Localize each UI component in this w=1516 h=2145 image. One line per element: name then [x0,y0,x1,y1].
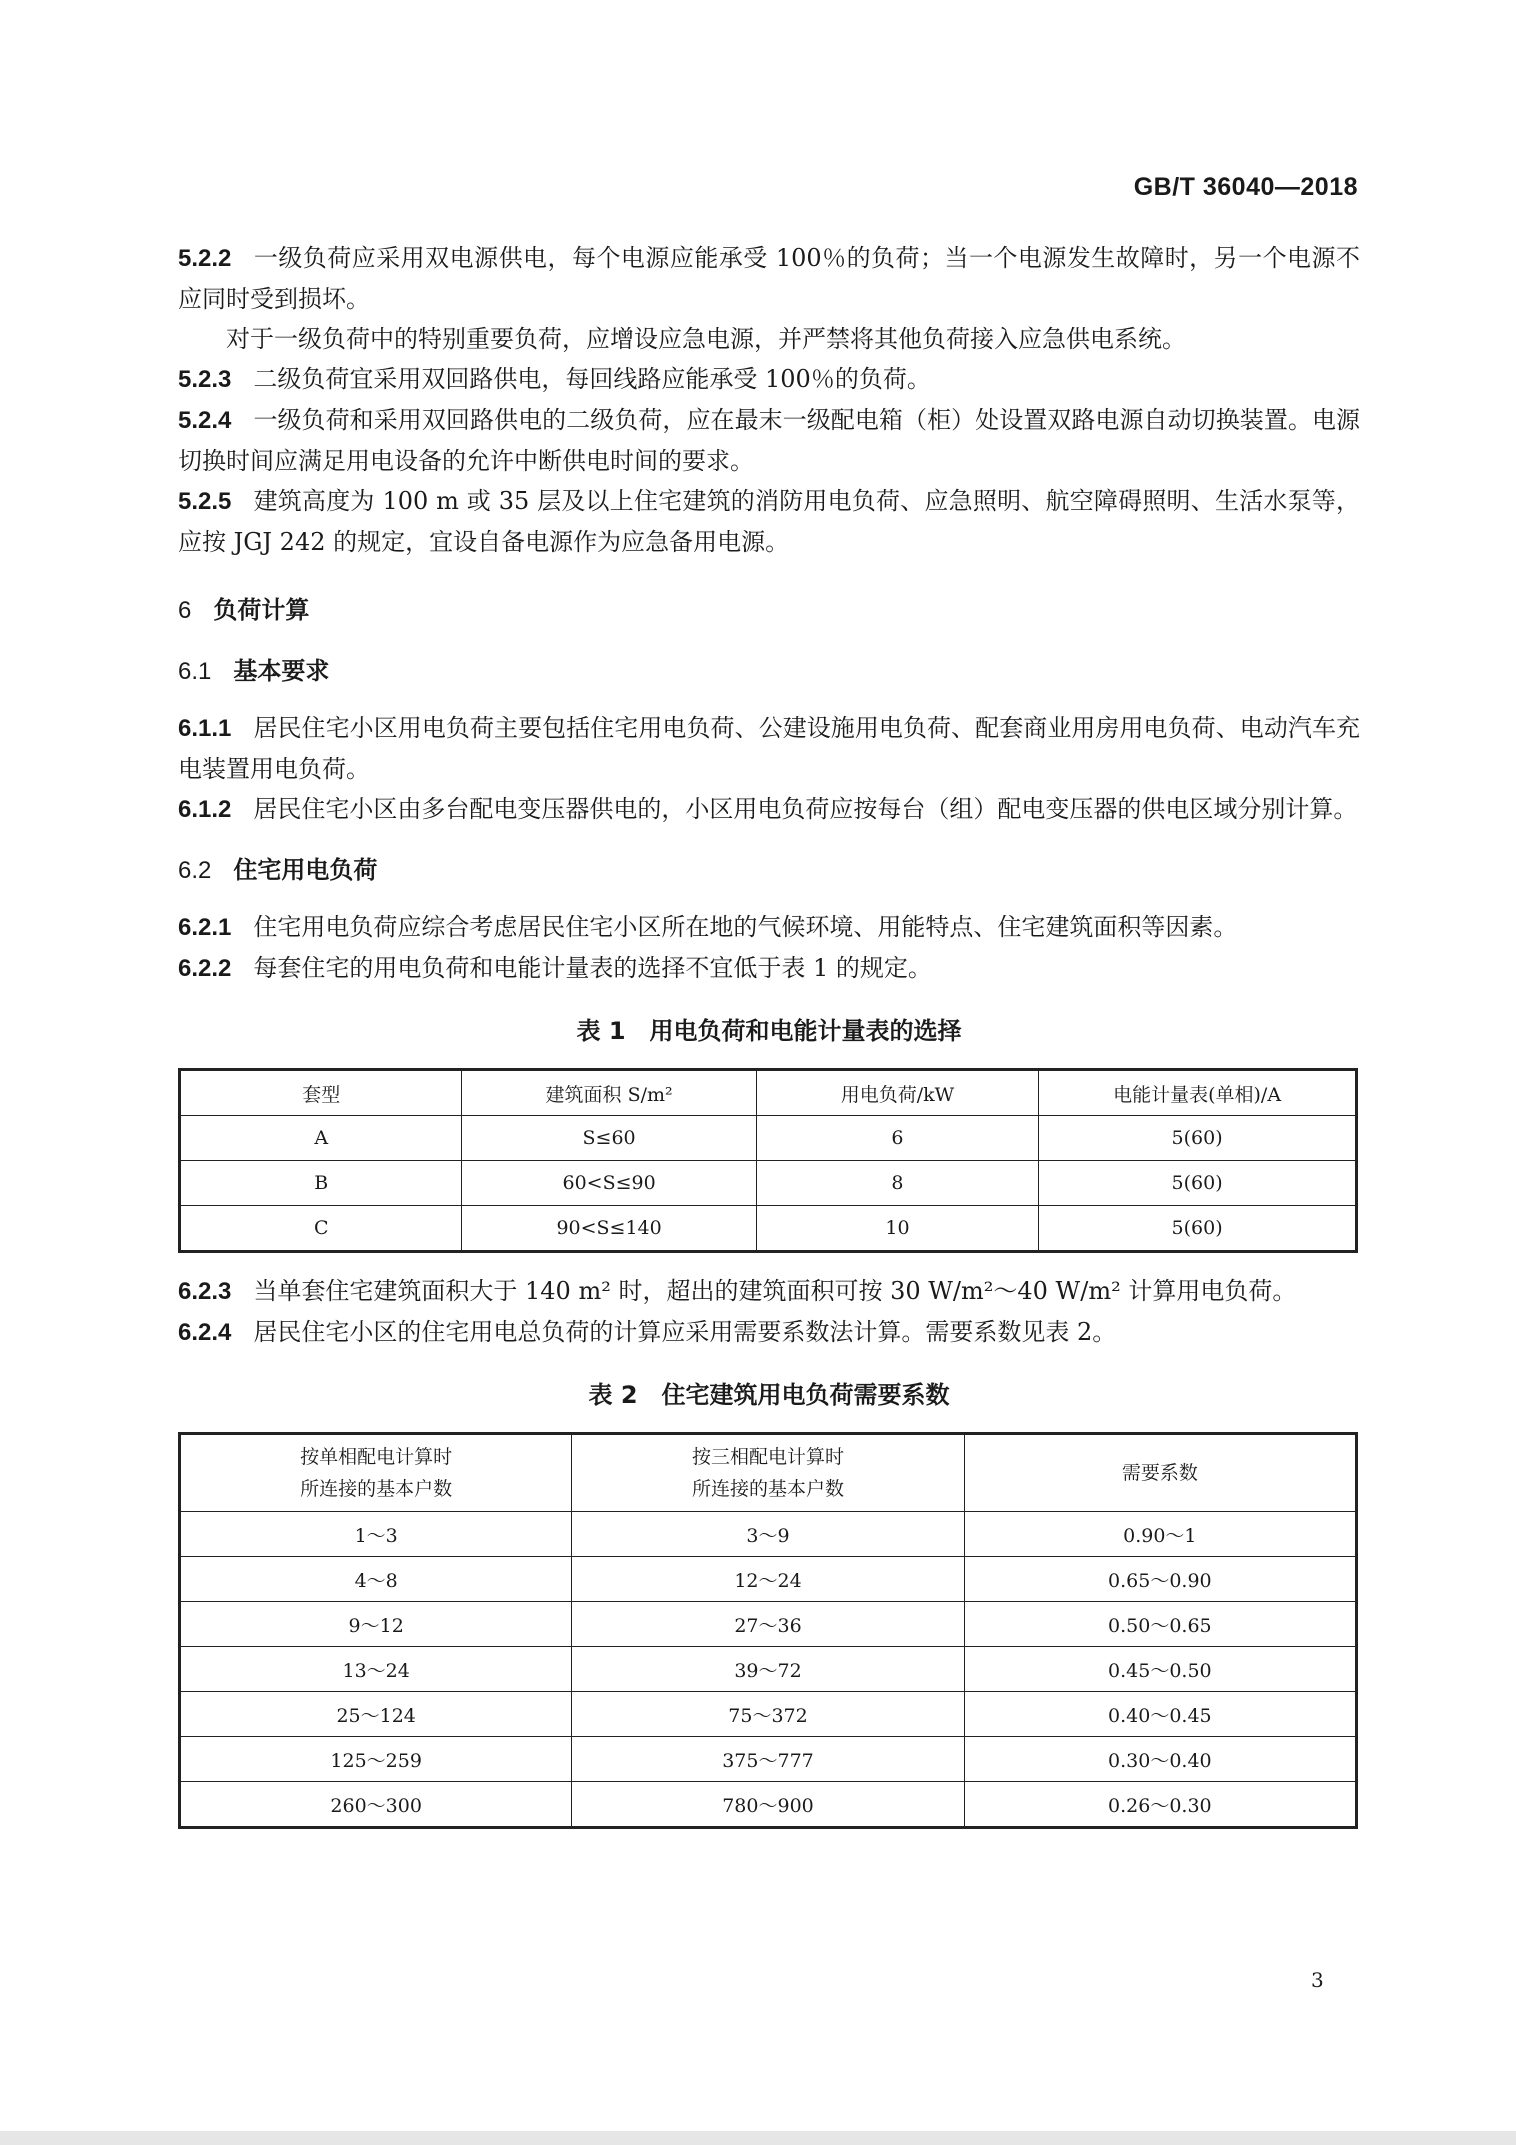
table-header-cell: 套型 [180,1070,462,1116]
table-cell: 0.65～0.90 [964,1557,1356,1602]
table-row [180,1602,1357,1647]
table-cell: 8 [756,1161,1038,1206]
section-heading-6-2 [178,850,1360,885]
table-cell: 10 [756,1206,1038,1252]
clause-text: 当单套住宅建筑面积大于 140 m² 时，超出的建筑面积可按 30 W/m²～40 W/m² 计算用电负荷。 [253,1277,1297,1305]
table-cell: 60<S≤90 [462,1161,756,1206]
table-cell: 90<S≤140 [462,1206,756,1252]
clause-number: 6.2.3 [178,1278,232,1305]
paragraph [178,400,1360,481]
paragraph [178,948,1360,989]
standard-code: GB/T 36040—2018 [1133,173,1358,201]
page-number: 3 [1311,1968,1324,1992]
section-number: 6.1 [178,658,212,685]
clause-number: 6.2.2 [178,955,232,982]
table-row [180,1116,1357,1161]
table-cell: 75～372 [572,1692,964,1737]
table-header-cell [572,1434,964,1512]
section-6-1-paragraphs [178,708,1360,830]
table-cell: 5(60) [1039,1116,1357,1161]
table-cell: 780～900 [572,1782,964,1828]
table-cell: 39～72 [572,1647,964,1692]
section-6-2-paragraphs [178,907,1360,989]
header-line: 需要系数 [1121,1462,1198,1484]
table-cell: 0.90～1 [964,1512,1356,1557]
table-cell: 0.26～0.30 [964,1782,1356,1828]
clause-text: 住宅用电负荷应综合考虑居民住宅小区所在地的气候环境、用能特点、住宅建筑面积等因素。 [253,913,1238,941]
table-header-cell [180,1434,572,1512]
section-title: 住宅用电负荷 [233,856,378,884]
clause-text: 对于一级负荷中的特别重要负荷，应增设应急电源，并严禁将其他负荷接入应急供电系统。 [226,325,1186,353]
clause-number: 6.2.4 [178,1319,232,1346]
table-cell: S≤60 [462,1116,756,1161]
clause-number: 5.2.2 [178,245,232,272]
section-heading-6 [178,590,1360,625]
section-title: 负荷计算 [213,596,310,624]
clause-text: 居民住宅小区的住宅用电总负荷的计算应采用需要系数法计算。需要系数见表 2。 [253,1318,1117,1346]
scan-edge [0,2131,1516,2145]
page-content [178,238,1360,1829]
clause-text: 每套住宅的用电负荷和电能计量表的选择不宜低于表 1 的规定。 [253,954,932,982]
table-row [180,1782,1357,1828]
section-number: 6.2 [178,857,212,884]
clause-number: 5.2.4 [178,407,232,434]
section-number: 6 [178,597,192,624]
paragraph [178,789,1360,830]
table-header-cell: 用电负荷/kW [756,1070,1038,1116]
table-cell: 3～9 [572,1512,964,1557]
table-row [180,1737,1357,1782]
section-6-2-paragraphs-continued [178,1271,1360,1353]
table-cell: 27～36 [572,1602,964,1647]
paragraph [178,359,1360,400]
clause-text: 居民住宅小区由多台配电变压器供电的，小区用电负荷应按每台（组）配电变压器的供电区域分别计算。 [253,795,1358,823]
table-cell: 6 [756,1116,1038,1161]
table-header-cell [964,1434,1356,1512]
header-line: 按三相配电计算时 [691,1446,844,1468]
clause-text: 二级负荷宜采用双回路供电，每回线路应能承受 100％的负荷。 [253,365,931,393]
table-cell: 13～24 [180,1647,572,1692]
table-row [180,1161,1357,1206]
header-line: 所连接的基本户数 [691,1478,844,1500]
table-2 [178,1432,1358,1829]
table-cell: 0.30～0.40 [964,1737,1356,1782]
paragraph [178,907,1360,948]
section-heading-6-1 [178,651,1360,686]
paragraph [178,238,1360,319]
table-cell: 0.50～0.65 [964,1602,1356,1647]
table-cell: 4～8 [180,1557,572,1602]
section-5-2-paragraphs [178,238,1360,562]
header-line: 所连接的基本户数 [300,1478,453,1500]
table-header-row [180,1434,1357,1512]
table-row [180,1206,1357,1252]
clause-number: 6.1.2 [178,796,232,823]
table-row [180,1557,1357,1602]
clause-text: 居民住宅小区用电负荷主要包括住宅用电负荷、公建设施用电负荷、配套商业用房用电负荷、电动汽车充电装置用电负荷。 [178,714,1360,783]
table-1 [178,1068,1358,1253]
paragraph [178,1312,1360,1353]
table-cell: 5(60) [1039,1161,1357,1206]
table-row [180,1647,1357,1692]
table-cell: 5(60) [1039,1206,1357,1252]
table-cell: 0.40～0.45 [964,1692,1356,1737]
table-cell: 9～12 [180,1602,572,1647]
clause-number: 6.1.1 [178,715,232,742]
table-row [180,1512,1357,1557]
table-cell: 125～259 [180,1737,572,1782]
table-2-caption: 表 2 住宅建筑用电负荷需要系数 [588,1381,950,1409]
table-cell: 375～777 [572,1737,964,1782]
clause-number: 6.2.1 [178,914,232,941]
table-header-cell: 建筑面积 S/m² [462,1070,756,1116]
clause-number: 5.2.3 [178,366,232,393]
clause-text: 建筑高度为 100 m 或 35 层及以上住宅建筑的消防用电负荷、应急照明、航空障碍照明、生活水泵等，应按 JGJ 242 的规定，宜设自备电源作为应急备用电源。 [178,487,1360,556]
header-line: 按单相配电计算时 [300,1446,453,1468]
table-1-caption: 表 1 用电负荷和电能计量表的选择 [576,1017,962,1045]
table-cell: 260～300 [180,1782,572,1828]
paragraph [178,708,1360,789]
table-cell: 25～124 [180,1692,572,1737]
clause-number: 5.2.5 [178,488,232,515]
clause-text: 一级负荷和采用双回路供电的二级负荷，应在最末一级配电箱（柜）处设置双路电源自动切换装置。电源切换时间应满足用电设备的允许中断供电时间的要求。 [178,406,1360,475]
table-cell: B [180,1161,462,1206]
table-cell: 12～24 [572,1557,964,1602]
table-header-cell: 电能计量表(单相)/A [1039,1070,1357,1116]
table-cell: 0.45～0.50 [964,1647,1356,1692]
table-cell: A [180,1116,462,1161]
table-cell: 1～3 [180,1512,572,1557]
table-header-row [180,1070,1357,1116]
table-cell: C [180,1206,462,1252]
section-title: 基本要求 [233,657,330,685]
table-row [180,1692,1357,1737]
clause-text: 一级负荷应采用双电源供电，每个电源应能承受 100％的负荷；当一个电源发生故障时，另一个电源不应同时受到损坏。 [178,244,1360,313]
paragraph [178,481,1360,562]
paragraph [178,1271,1360,1312]
paragraph [178,319,1360,359]
